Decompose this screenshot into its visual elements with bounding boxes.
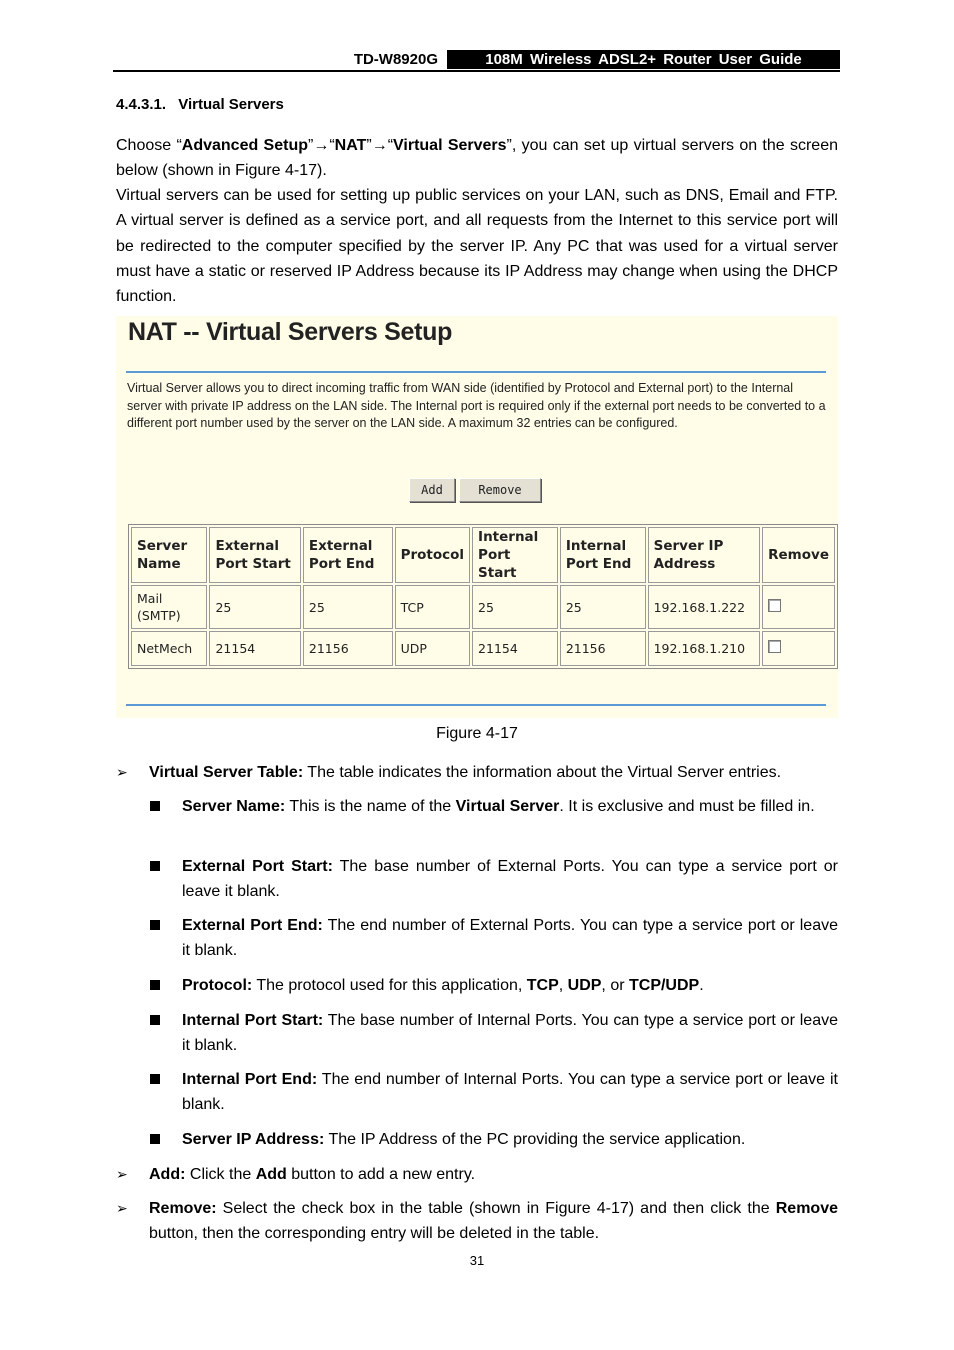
col-header: Protocol bbox=[395, 527, 470, 583]
cell-remove bbox=[762, 631, 835, 666]
arrow-bullet-icon: ➢ bbox=[116, 764, 128, 780]
square-bullet-icon bbox=[150, 920, 160, 930]
list-item bbox=[182, 973, 838, 998]
item-text: , or bbox=[601, 977, 629, 994]
item-label: External Port Start: bbox=[182, 858, 333, 875]
intro-text: ”, you can set up virtual servers on the screen below (shown in Figure 4-17). bbox=[116, 137, 838, 180]
col-header: Internal Port End bbox=[560, 527, 646, 583]
item-text: Click the bbox=[185, 1166, 256, 1183]
item-bold: Virtual Server bbox=[455, 798, 560, 815]
item-bold: UDP bbox=[567, 977, 602, 994]
header-rule bbox=[113, 70, 840, 72]
list-item bbox=[182, 794, 838, 819]
col-header: Internal Port Start bbox=[472, 527, 558, 583]
page-number: 31 bbox=[469, 1253, 485, 1268]
remove-button[interactable]: Remove bbox=[459, 478, 541, 502]
col-header: Server Name bbox=[131, 527, 207, 583]
item-text: button, then the corresponding entry will be deleted in the table. bbox=[149, 1225, 600, 1242]
intro-arrow: ”→“ bbox=[308, 137, 335, 154]
list-item bbox=[182, 913, 838, 963]
item-text: , bbox=[558, 977, 568, 994]
section-title: Virtual Servers bbox=[178, 96, 284, 113]
square-bullet-icon bbox=[150, 861, 160, 871]
cell-remove bbox=[762, 585, 835, 629]
list-item bbox=[182, 1127, 838, 1152]
section-number: 4.4.3.1. bbox=[116, 96, 167, 113]
item-label: Remove: bbox=[149, 1200, 217, 1217]
cell-int-start: 21154 bbox=[472, 631, 558, 666]
remove-checkbox[interactable] bbox=[768, 599, 781, 612]
page-header bbox=[113, 50, 840, 70]
item-text: The base number of Internal Ports. You can type a service port or leave it blank. bbox=[182, 1012, 838, 1054]
cell-ext-start: 25 bbox=[209, 585, 300, 629]
item-text: button to add a new entry. bbox=[286, 1166, 476, 1183]
add-button[interactable]: Add bbox=[409, 478, 455, 502]
item-text: . bbox=[699, 977, 704, 994]
list-item bbox=[149, 1162, 838, 1187]
virtual-server-table bbox=[128, 524, 838, 669]
cell-int-start: 25 bbox=[472, 585, 558, 629]
cell-ip: 192.168.1.210 bbox=[648, 631, 761, 666]
item-text: . It is exclusive and must be filled in. bbox=[559, 798, 815, 815]
item-bold: Remove bbox=[775, 1200, 838, 1217]
intro-text: Choose “ bbox=[116, 137, 182, 154]
list-item bbox=[182, 1008, 838, 1058]
item-text: The end number of External Ports. You can type a service port or leave it blank. bbox=[182, 917, 838, 959]
cell-protocol: TCP bbox=[395, 585, 470, 629]
item-label: Virtual Server Table: bbox=[149, 764, 304, 781]
square-bullet-icon bbox=[150, 1074, 160, 1084]
item-label: Internal Port End: bbox=[182, 1071, 318, 1088]
screenshot-figure bbox=[116, 316, 838, 718]
item-text: Select the check box in the table (shown in Figure 4-17) and then click the bbox=[216, 1200, 776, 1217]
screenshot-title: NAT -- Virtual Servers Setup bbox=[128, 318, 453, 346]
table-header-row bbox=[131, 527, 835, 583]
square-bullet-icon bbox=[150, 980, 160, 990]
item-text: The protocol used for this application, bbox=[252, 977, 527, 994]
list-item bbox=[182, 1067, 838, 1117]
figure-caption: Figure 4-17 bbox=[436, 725, 518, 742]
col-header: External Port Start bbox=[209, 527, 300, 583]
cell-server-name: NetMech bbox=[131, 631, 207, 666]
item-label: External Port End: bbox=[182, 917, 323, 934]
square-bullet-icon bbox=[150, 1015, 160, 1025]
square-bullet-icon bbox=[150, 801, 160, 811]
item-text: This is the name of the bbox=[285, 798, 456, 815]
cell-ip: 192.168.1.222 bbox=[648, 585, 761, 629]
square-bullet-icon bbox=[150, 1134, 160, 1144]
cell-int-end: 25 bbox=[560, 585, 646, 629]
col-header: Remove bbox=[762, 527, 835, 583]
item-label: Server Name: bbox=[182, 798, 286, 815]
item-label: Protocol: bbox=[182, 977, 253, 994]
cell-ext-start: 21154 bbox=[209, 631, 300, 666]
list-item bbox=[182, 854, 838, 904]
item-text: The IP Address of the PC providing the service application. bbox=[324, 1131, 746, 1148]
bottom-rule bbox=[126, 704, 826, 706]
item-text: The end number of Internal Ports. You can type a service port or leave it blank. bbox=[182, 1071, 838, 1113]
menu-nat: NAT bbox=[334, 137, 367, 154]
intro-paragraph bbox=[116, 133, 838, 184]
remove-checkbox[interactable] bbox=[768, 640, 781, 653]
col-header: External Port End bbox=[303, 527, 393, 583]
item-label: Add: bbox=[149, 1166, 186, 1183]
col-header: Server IP Address bbox=[648, 527, 761, 583]
item-bold: Add bbox=[255, 1166, 287, 1183]
item-bold: TCP/UDP bbox=[628, 977, 700, 994]
item-label: Internal Port Start: bbox=[182, 1012, 324, 1029]
section-heading bbox=[116, 96, 284, 113]
cell-ext-end: 21156 bbox=[303, 631, 393, 666]
intro-arrow: ”→“ bbox=[366, 137, 394, 154]
item-text: The base number of External Ports. You can type a service port or leave it blank. bbox=[182, 858, 839, 900]
table-row bbox=[131, 631, 835, 666]
table-row bbox=[131, 585, 835, 629]
cell-ext-end: 25 bbox=[303, 585, 393, 629]
arrow-bullet-icon: ➢ bbox=[116, 1200, 128, 1216]
list-item bbox=[149, 1196, 838, 1246]
arrow-bullet-icon: ➢ bbox=[116, 1166, 128, 1182]
guide-title: 108M Wireless ADSL2+ Router User Guide bbox=[447, 50, 840, 69]
model-name: TD-W8920G bbox=[353, 51, 438, 68]
item-bold: TCP bbox=[526, 977, 559, 994]
item-text: The table indicates the information about the Virtual Server entries. bbox=[303, 764, 782, 781]
title-rule bbox=[126, 371, 826, 373]
list-item bbox=[149, 760, 838, 785]
menu-advanced-setup: Advanced Setup bbox=[181, 137, 308, 154]
item-label: Server IP Address: bbox=[182, 1131, 325, 1148]
menu-virtual-servers: Virtual Servers bbox=[393, 137, 507, 154]
screenshot-description: Virtual Server allows you to direct incoming traffic from WAN side (identified by Protocol and External port) to the Internal server with private IP address on the LAN side. The Internal port is required only if the external port needs to be converted to a different port number used by the server on the LAN side. A maximum 32 entries can be configured. bbox=[127, 381, 826, 430]
description-paragraph: Virtual servers can be used for setting up public services on your LAN, such as DNS, Email and FTP. A virtual server is defined as a service port, and all requests from the Internet to this service port will be redirected to the computer specified by the server IP. Any PC that was used for a virtual server must have a static or reserved IP Address because its IP Address may change when using the DHCP function. bbox=[116, 187, 838, 306]
cell-protocol: UDP bbox=[395, 631, 470, 666]
cell-server-name: Mail (SMTP) bbox=[131, 585, 207, 629]
cell-int-end: 21156 bbox=[560, 631, 646, 666]
